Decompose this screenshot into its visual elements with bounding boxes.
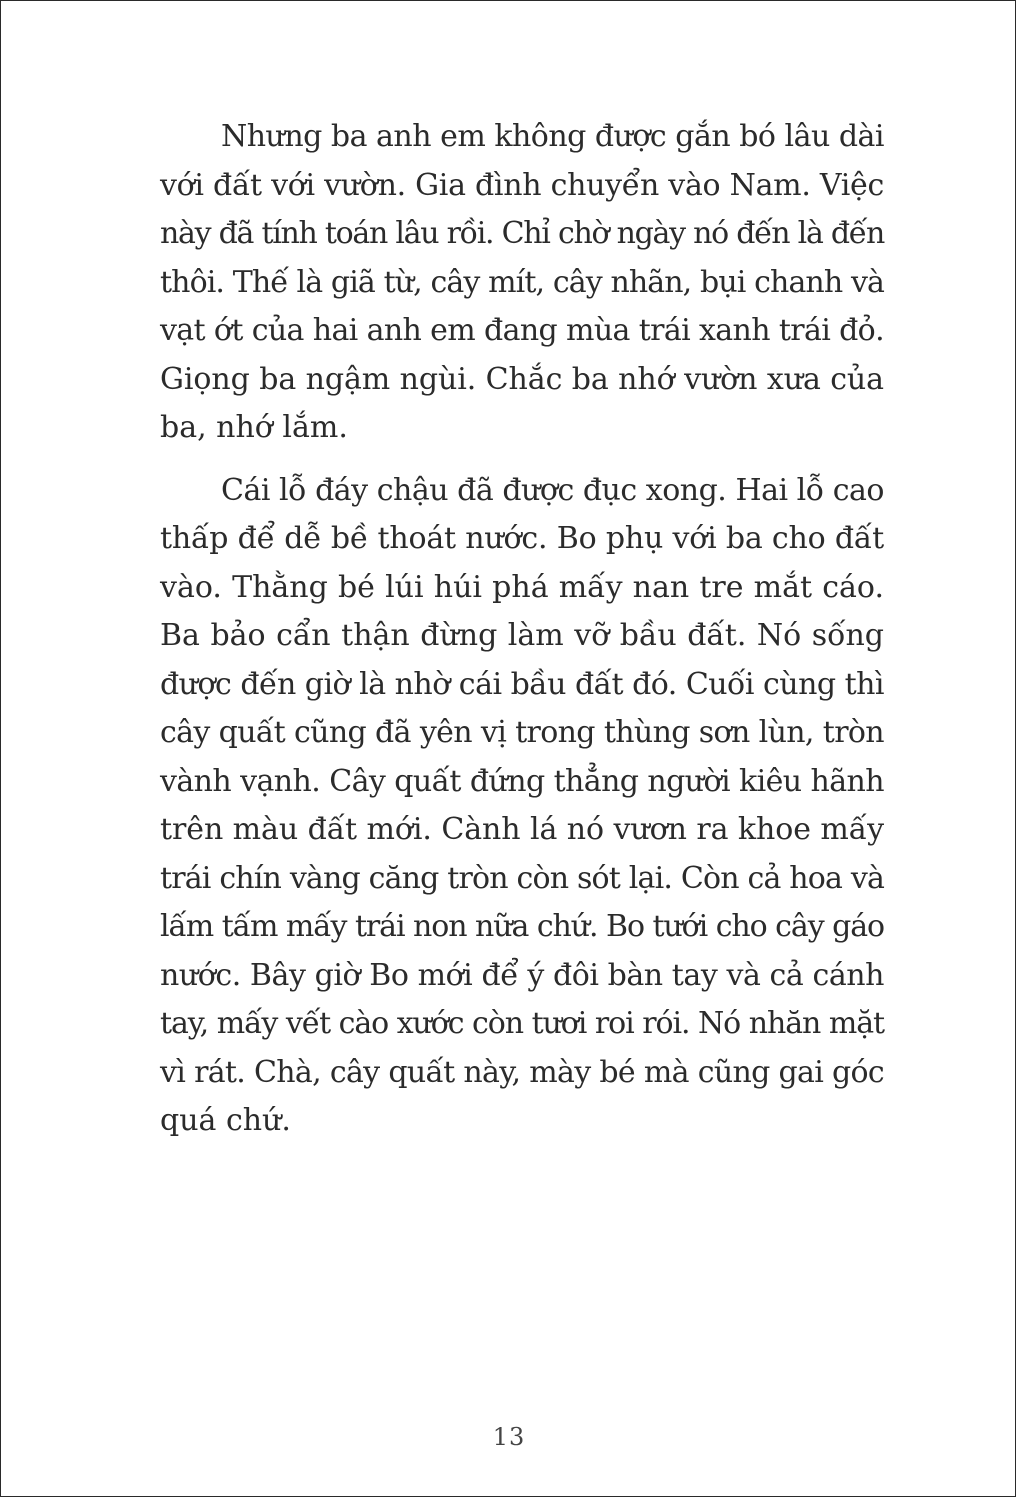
text-line: vì rát. Chà, cây quất này, mày bé mà cũng gai góc <box>160 1054 884 1090</box>
text-line: cây quất cũng đã yên vị trong thùng sơn lùn, tròn <box>160 715 884 750</box>
text-line: nước. Bây giờ Bo mới để ý đôi bàn tay và cả cánh <box>160 957 884 993</box>
text-line: Nhưng ba anh em không được gắn bó lâu dài <box>221 119 884 154</box>
text-line: này đã tính toán lâu rồi. Chỉ chờ ngày nó đến là đến <box>160 216 884 251</box>
text-line: vạt ớt của hai anh em đang mùa trái xanh trái đỏ. <box>160 313 884 348</box>
text-line: với đất với vườn. Gia đình chuyển vào Nam. Việc <box>160 167 884 203</box>
text-line: lấm tấm mấy trái non nữa chứ. Bo tưới cho cây gáo <box>160 909 884 944</box>
text-line: Cái lỗ đáy chậu đã được đục xong. Hai lỗ cao <box>221 472 884 508</box>
text-line: trái chín vàng căng tròn còn sót lại. Còn cả hoa và <box>160 860 884 896</box>
text-line: thôi. Thế là giã từ, cây mít, cây nhãn, bụi chanh và <box>160 264 884 300</box>
text-line: Ba bảo cẩn thận đừng làm vỡ bầu đất. Nó sống <box>160 618 884 653</box>
text-line: trên màu đất mới. Cành lá nó vươn ra khoe mấy <box>160 812 884 847</box>
paragraph-1 <box>160 113 884 453</box>
text-line: quá chứ. <box>160 1103 291 1138</box>
text-line: Giọng ba ngậm ngùi. Chắc ba nhớ vườn xưa của <box>160 361 884 397</box>
text-line: vành vạnh. Cây quất đứng thẳng người kiêu hãnh <box>160 763 884 799</box>
text-line: thấp để dễ bề thoát nước. Bo phụ với ba cho đất <box>160 521 884 556</box>
text-line: ba, nhớ lắm. <box>160 410 348 445</box>
page-number: 13 <box>492 1423 526 1451</box>
paragraph-2 <box>160 467 884 1146</box>
body-text <box>160 113 884 1146</box>
text-line: tay, mấy vết cào xước còn tươi roi rói. Nó nhăn mặt <box>160 1006 884 1041</box>
text-line: vào. Thằng bé lúi húi phá mấy nan tre mắt cáo. <box>160 569 884 605</box>
text-line: được đến giờ là nhờ cái bầu đất đó. Cuối cùng thì <box>160 666 884 702</box>
